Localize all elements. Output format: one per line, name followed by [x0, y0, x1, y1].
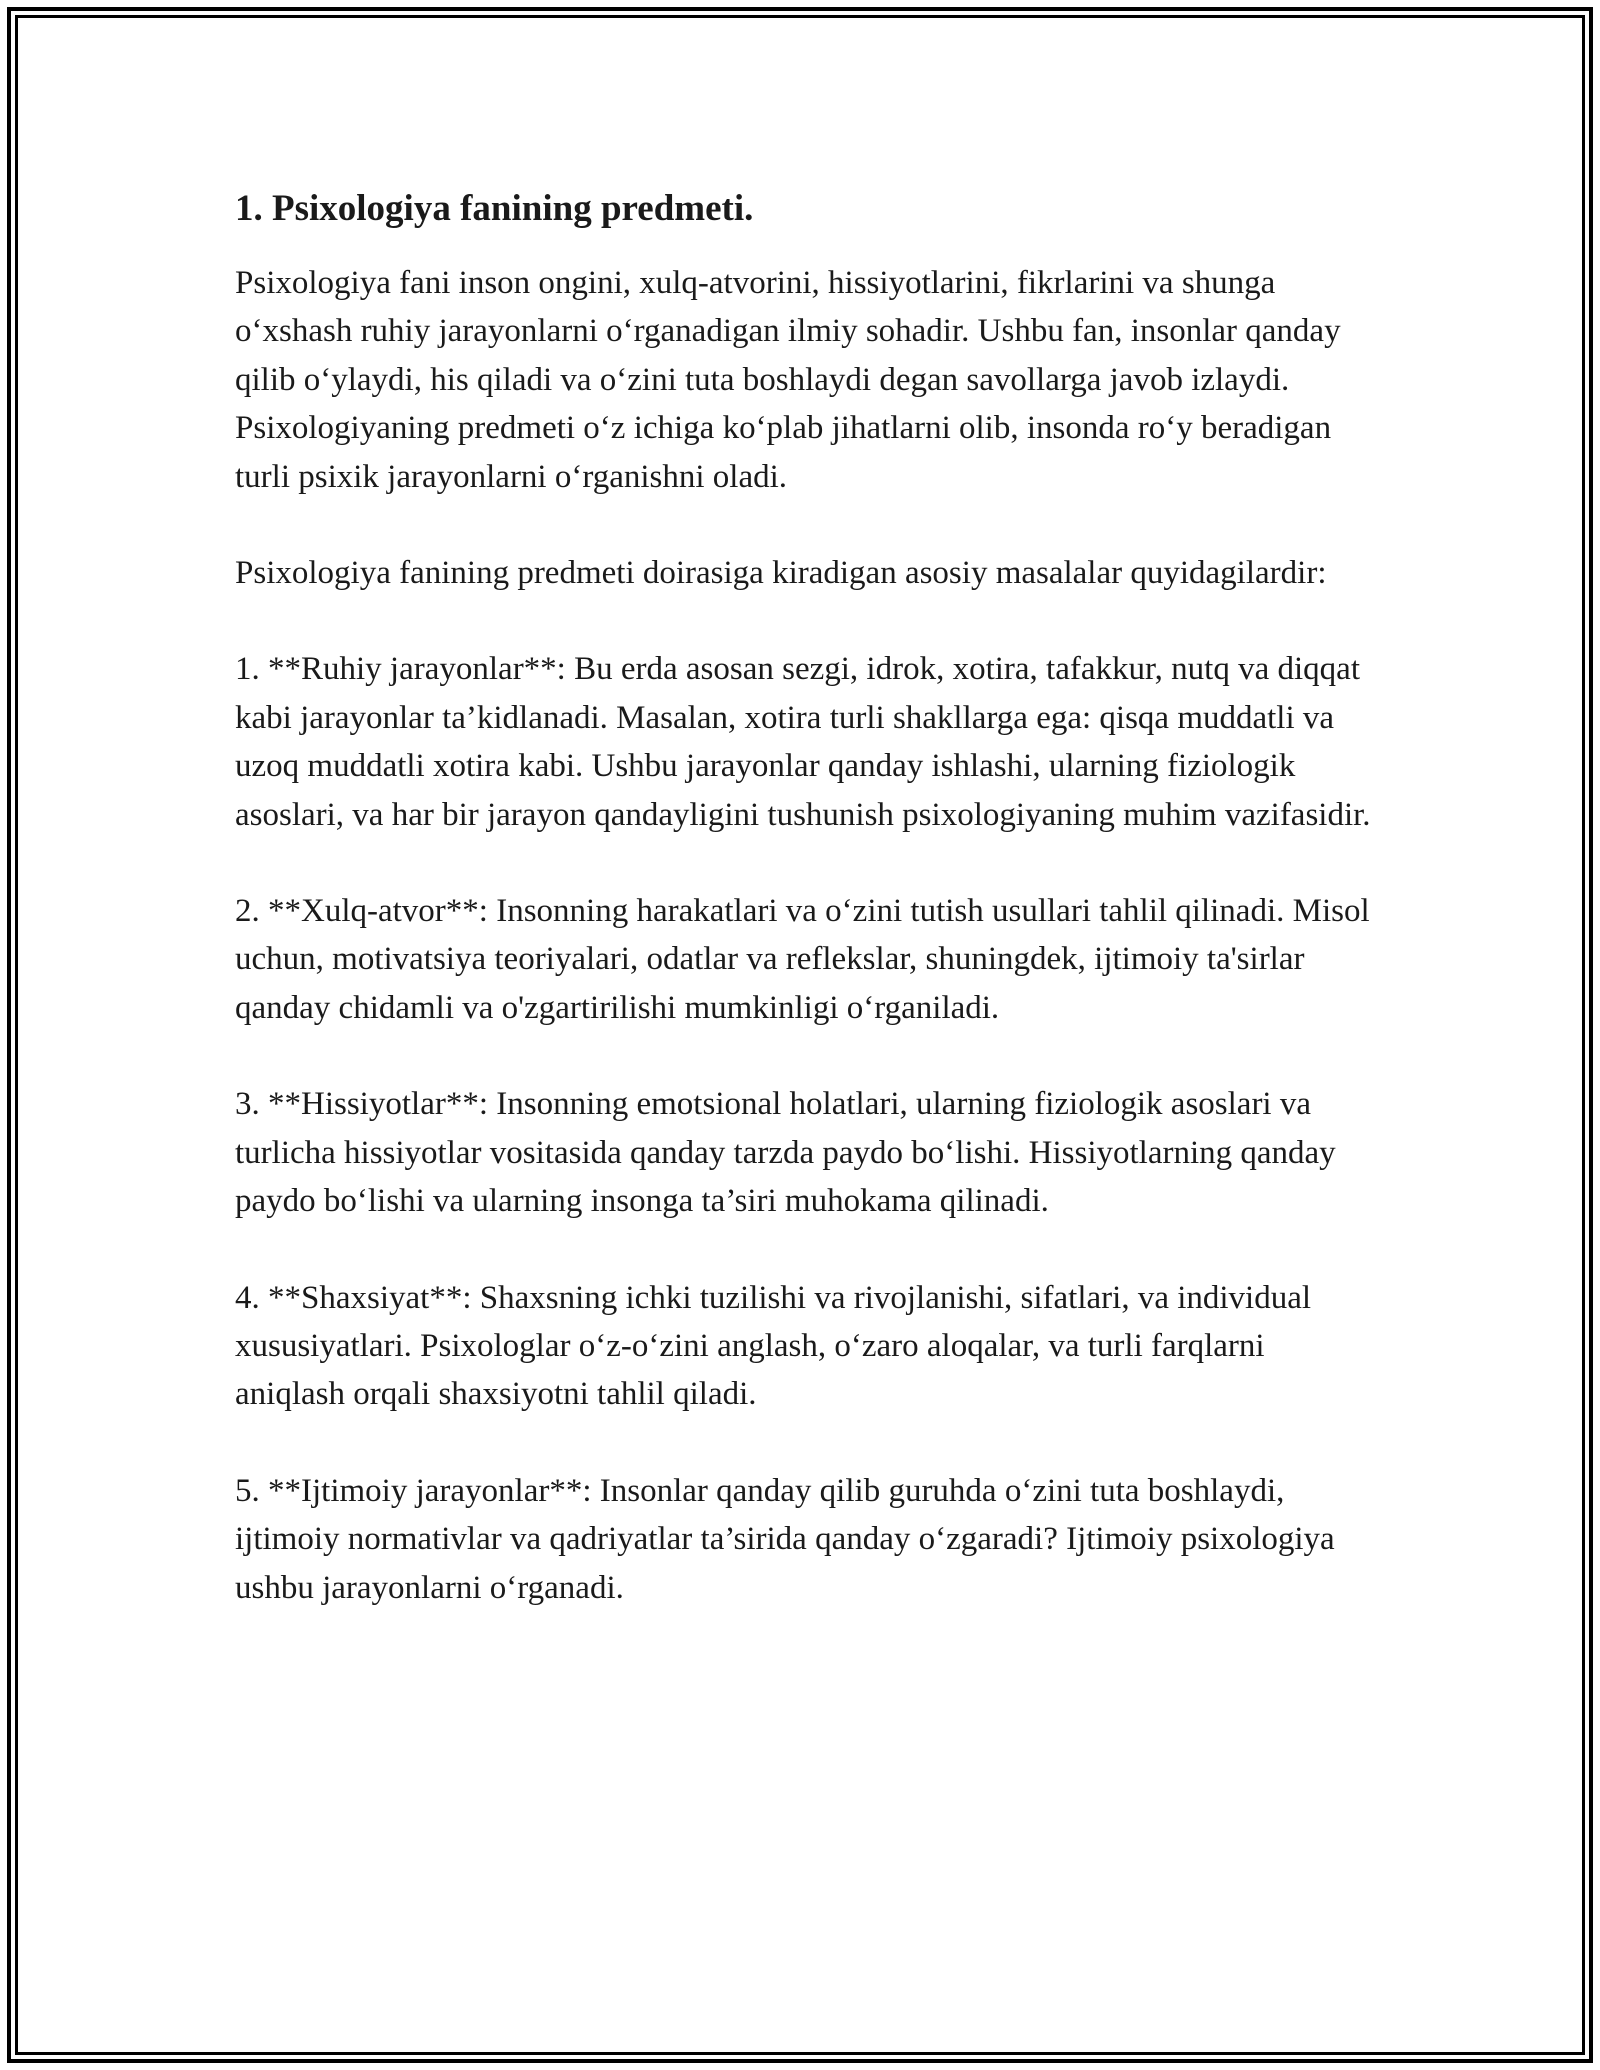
document-title: 1. Psixologiya fanining predmeti. [235, 188, 754, 229]
paragraph-item-3: 3. **Hissiyotlar**: Insonning emotsional holatlari, ularning fiziologik asoslari va turlicha hissiyotlar vositasida qanday tarzda paydo bo‘lishi. Hissiyotlarning qanday paydo bo‘lishi va ularning insonga ta’siri muhokama qilinadi. [235, 1086, 1336, 1220]
paragraph-item-4: 4. **Shaxsiyat**: Shaxsning ichki tuzilishi va rivojlanishi, sifatlari, va individual xususiyatlari. Psixologlar o‘z-o‘zini anglash, o‘zaro aloqalar, va turli farqlarni aniqlash orqali shaxsiyotni tahlil qiladi. [235, 1279, 1312, 1413]
paragraph-main-issues: Psixologiya fanining predmeti doirasiga kiradigan asosiy masalalar quyidagilardir: [235, 555, 1327, 592]
paragraph-item-1: 1. **Ruhiy jarayonlar**: Bu erda asosan sezgi, idrok, xotira, tafakkur, nutq va diqqat kabi jarayonlar ta’kidlanadi. Masalan, xotira turli shakllarga ega: qisqa muddatli va uzoq muddatli xotira kabi. Ushbu jarayonlar qanday ishlashi, ularning fiziologik asoslari, va har bir jarayon qandayligini tushunish psixologiyaning muhim vazifasidir. [235, 651, 1371, 833]
paragraph-item-2: 2. **Xulq-atvor**: Insonning harakatlari va o‘zini tutish usullari tahlil qilinadi. Misol uchun, motivatsiya teoriyalari, odatlar va reflekslar, shuningdek, ijtimoiy ta'sirlar qanday chidamli va o'zgartirilishi mumkinligi o‘rganiladi. [235, 893, 1370, 1026]
paragraph-intro: Psixologiya fani inson ongini, xulq-atvorini, hissiyotlarini, fikrlarini va shunga o‘xshash ruhiy jarayonlarni o‘rganadigan ilmiy sohadir. Ushbu fan, insonlar qanday qilib o‘ylaydi, his qiladi va o‘zini tuta boshlaydi degan savollarga javob izlaydi. Psixologiyaning predmeti o‘z ichiga ko‘plab jihatlarni olib, insonda ro‘y beradigan turli psixik jarayonlarni o‘rganishni oladi. [235, 265, 1341, 495]
paragraph-item-5: 5. **Ijtimoiy jarayonlar**: Insonlar qanday qilib guruhda o‘zini tuta boshlaydi, ijtimoiy normativlar va qadriyatlar ta’sirida qanday o‘zgaradi? Ijtimoiy psixologiya ushbu jarayonlarni o‘rganadi. [235, 1472, 1335, 1606]
document-body [235, 185, 1375, 1660]
